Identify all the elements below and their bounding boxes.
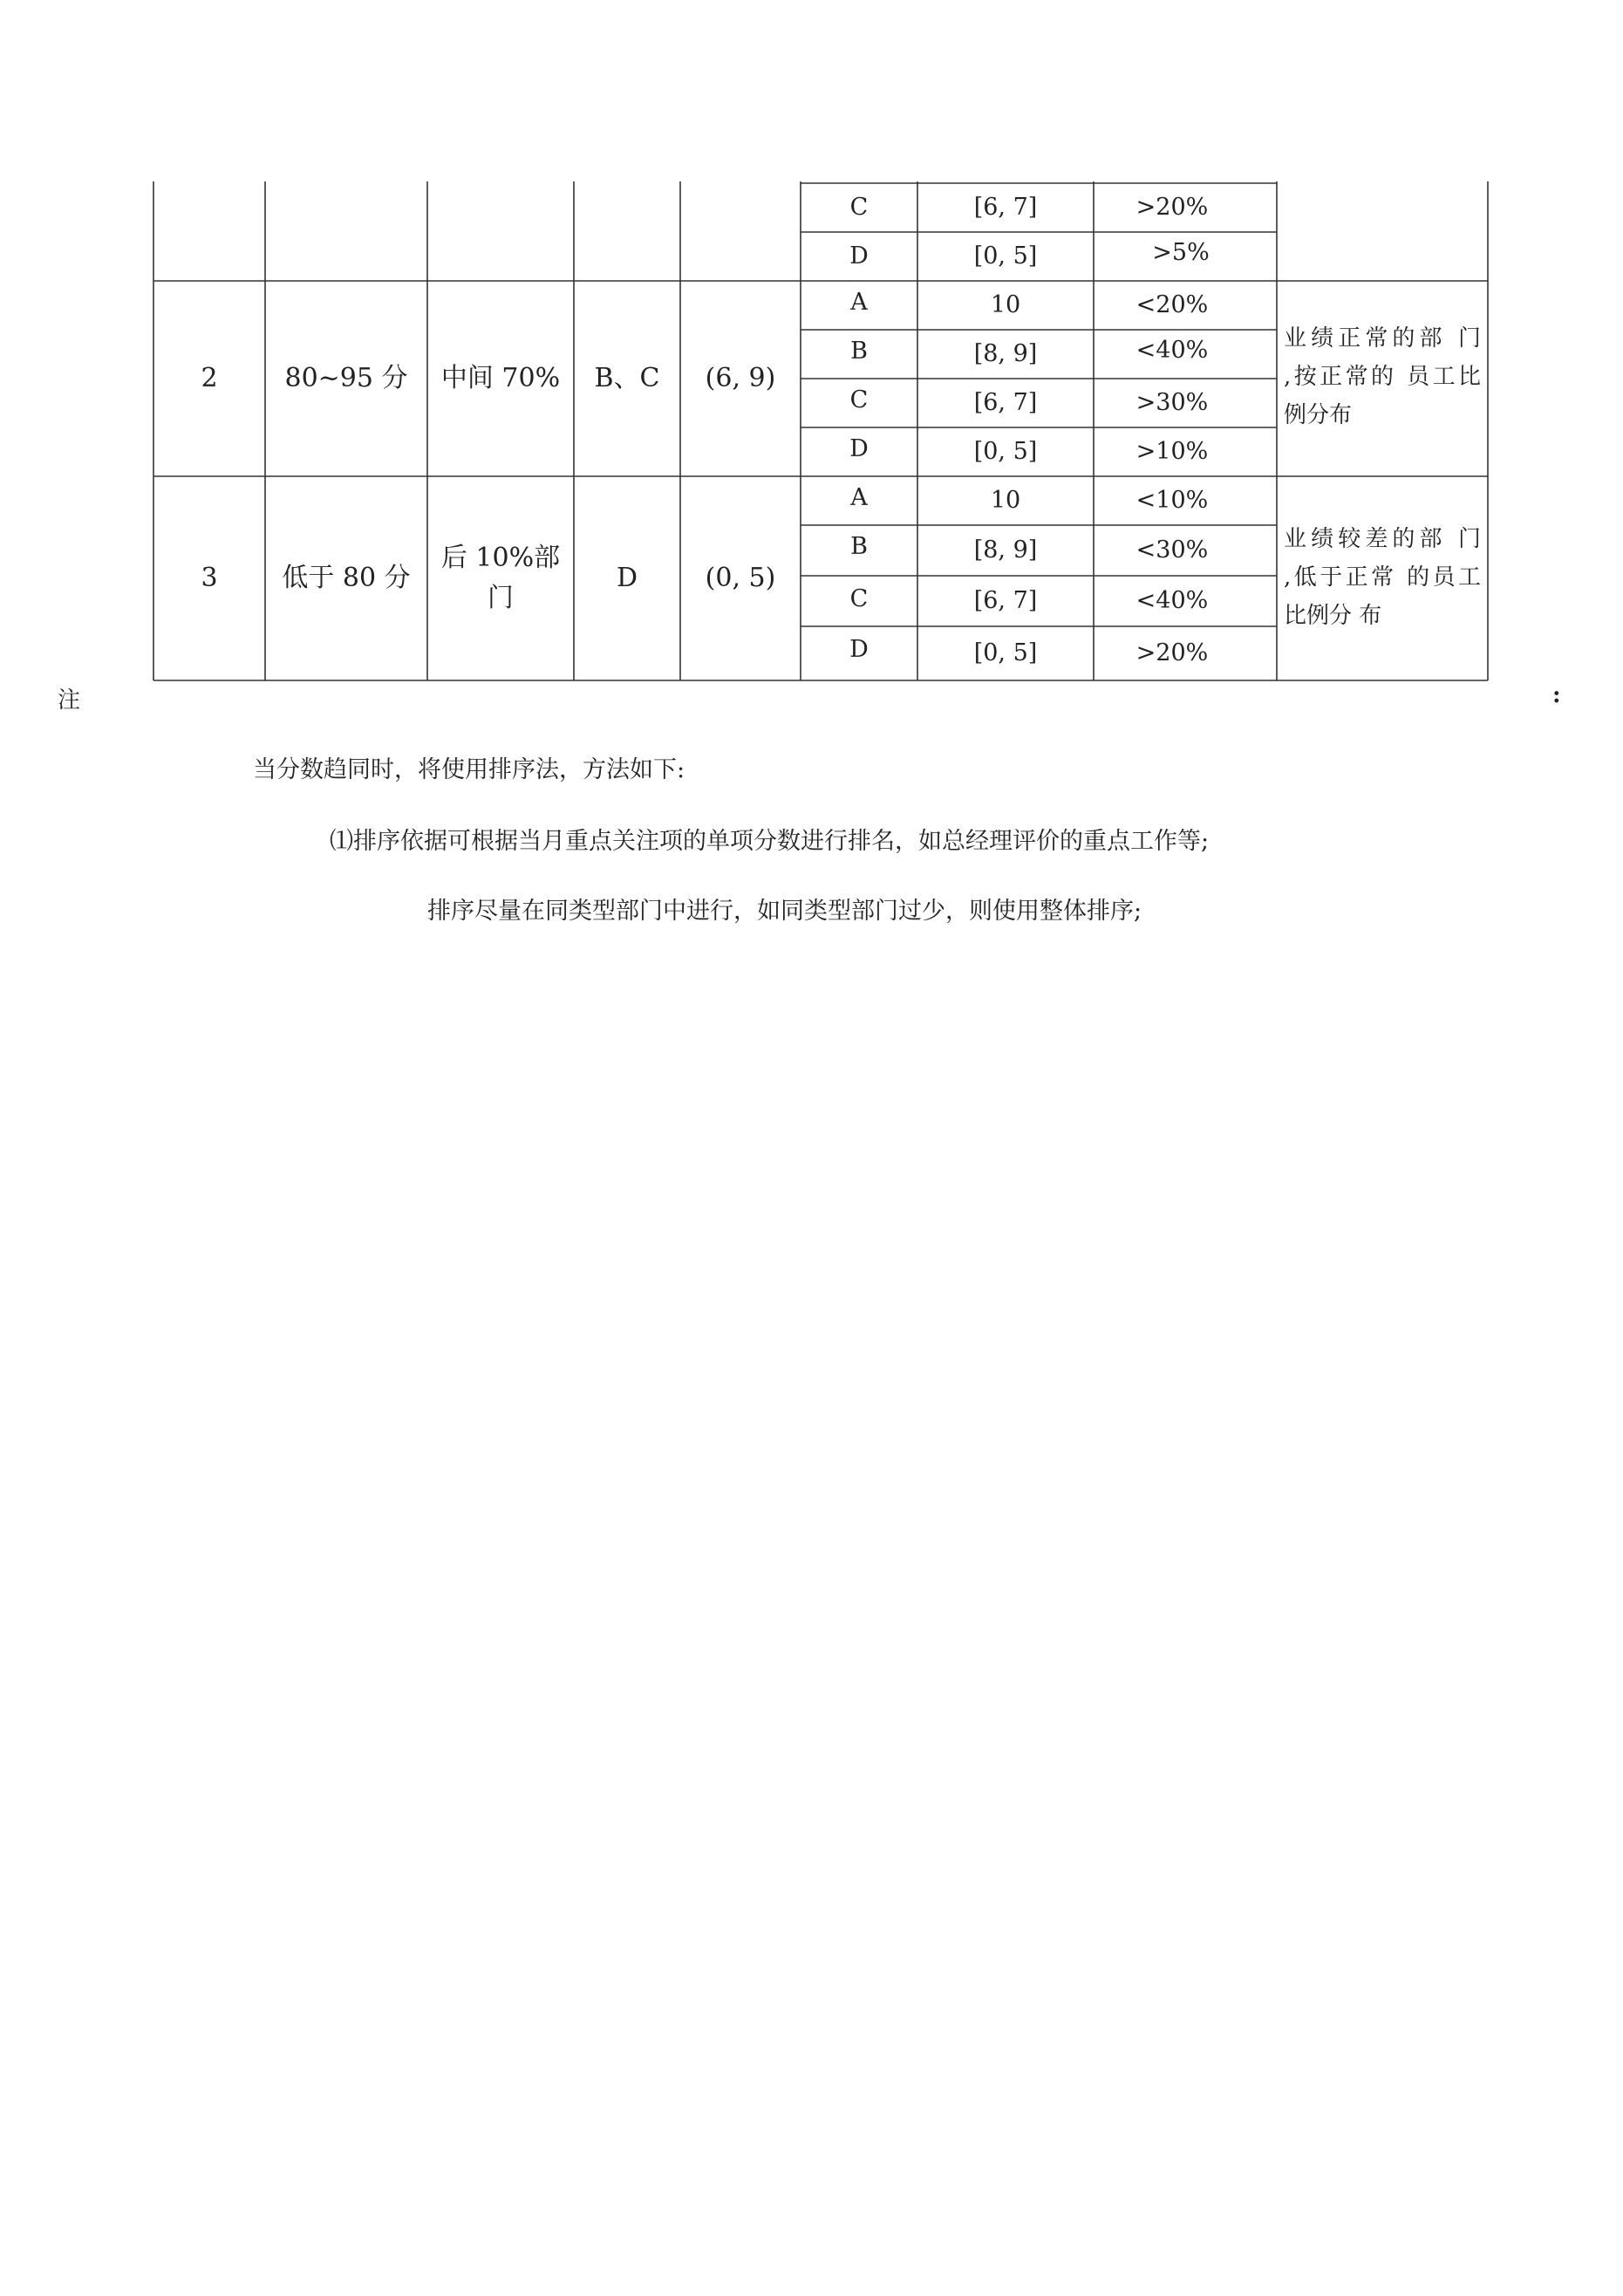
ratio-cell: <30% xyxy=(1135,536,1209,564)
group-position: 中间 70% xyxy=(440,363,561,394)
grade-cell: B xyxy=(850,533,868,561)
ratio-cell: >20% xyxy=(1135,639,1209,667)
ratio-cell: <40% xyxy=(1135,587,1209,615)
position-line: 后 10%部 xyxy=(440,542,561,573)
note-line: 业绩较差的部 门 xyxy=(1284,526,1481,552)
group-note xyxy=(1284,520,1481,635)
group-position xyxy=(427,476,574,680)
note-line: 业绩正常的部 门 xyxy=(1284,325,1481,352)
note-line: 比例分 布 xyxy=(1284,603,1382,629)
note-line: ,低于正常 的员工 xyxy=(1284,564,1481,591)
ratio-cell: >30% xyxy=(1135,389,1209,417)
grade-cell-top-d: D xyxy=(849,243,869,270)
range-cell: [6, 7] xyxy=(973,587,1038,615)
group-interval: (6, 9) xyxy=(705,363,776,394)
position-line: 门 xyxy=(488,583,514,613)
grade-cell: C xyxy=(849,386,869,414)
note-line: 例分布 xyxy=(1284,402,1353,428)
ratio-cell: <10% xyxy=(1135,487,1209,515)
group-score: 80~95 分 xyxy=(284,363,408,394)
group-dept-grade: D xyxy=(616,563,638,594)
range-cell: [8, 9] xyxy=(973,536,1038,564)
range-cell: 10 xyxy=(990,291,1021,319)
ratio-cell: >10% xyxy=(1135,438,1209,466)
grade-cell: A xyxy=(850,289,868,317)
note-colon: : xyxy=(1552,682,1561,708)
group-score: 低于 80 分 xyxy=(282,563,411,594)
group-interval: (0, 5) xyxy=(705,563,776,594)
ratio-cell-top-d: >5% xyxy=(1152,239,1210,267)
group-index: 3 xyxy=(201,563,218,594)
grade-cell: B xyxy=(850,338,868,366)
grade-cell: D xyxy=(849,435,869,463)
range-cell: [6, 7] xyxy=(973,389,1038,417)
note-label: 注 xyxy=(58,687,81,714)
ratio-cell: <20% xyxy=(1135,291,1209,319)
paragraph: 当分数趋同时，将使用排序法，方法如下: xyxy=(253,756,685,783)
note-line: ,按正常的 员工比 xyxy=(1284,364,1481,390)
group-note xyxy=(1284,319,1481,434)
ratio-cell: <40% xyxy=(1135,337,1209,365)
range-cell-top-c: [6, 7] xyxy=(973,194,1038,222)
grade-cell: C xyxy=(849,585,869,613)
group-dept-grade: B、C xyxy=(594,363,660,394)
range-cell-top-d: [0, 5] xyxy=(973,243,1038,270)
range-cell: [0, 5] xyxy=(973,639,1038,667)
grade-cell: A xyxy=(850,484,868,512)
grade-cell: D xyxy=(849,636,869,664)
paragraph: ⑴排序依据可根据当月重点关注项的单项分数进行排名，如总经理评价的重点工作等; xyxy=(330,828,1210,855)
ratio-cell-top-c: >20% xyxy=(1135,194,1209,222)
group-index: 2 xyxy=(201,363,218,394)
paragraph: 排序尽量在同类型部门中进行，如同类型部门过少，则使用整体排序; xyxy=(427,898,1142,925)
range-cell: 10 xyxy=(990,487,1021,515)
grade-cell-top-c: C xyxy=(849,194,869,222)
range-cell: [8, 9] xyxy=(973,340,1038,368)
range-cell: [0, 5] xyxy=(973,438,1038,466)
